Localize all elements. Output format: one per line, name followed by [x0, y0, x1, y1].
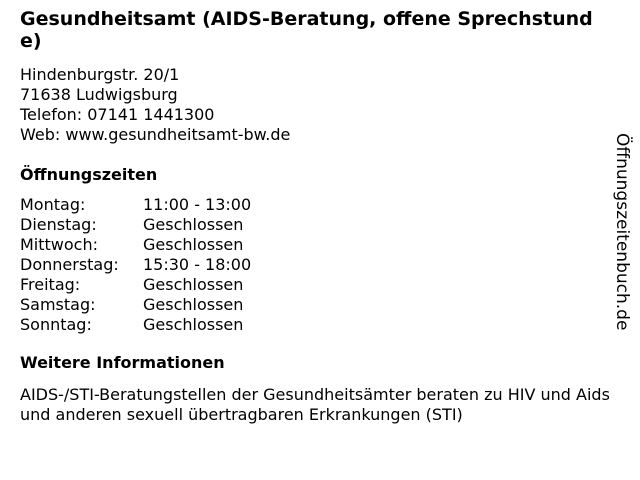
page-title: Gesundheitsamt (AIDS-Beratung, offene Sprechstunde)	[20, 8, 593, 52]
phone-number: Telefon: 07141 1441300	[20, 105, 215, 124]
hours-row-wednesday	[20, 235, 610, 255]
hours-row-tuesday	[20, 215, 610, 235]
hours-value: Geschlossen	[143, 215, 244, 234]
hours-row-saturday	[20, 295, 610, 315]
business-info-card	[20, 8, 610, 425]
website-address: Web: www.gesundheitsamt-bw.de	[20, 125, 291, 144]
day-label: Montag:	[20, 195, 86, 214]
day-label: Freitag:	[20, 275, 81, 294]
more-info-text: AIDS-/STI-Beratungstellen der Gesundheitsämter beraten zu HIV und Aids und anderen sexuell übertragbaren Erkrankungen (STI)	[20, 385, 610, 424]
city-address: 71638 Ludwigsburg	[20, 85, 178, 104]
street-address: Hindenburgstr. 20/1	[20, 65, 180, 84]
watermark-label: Öffnungszeitenbuch.de	[612, 133, 632, 331]
hours-value: 11:00 - 13:00	[143, 195, 252, 214]
day-label: Donnerstag:	[20, 255, 119, 274]
hours-row-thursday	[20, 255, 610, 275]
hours-value: Geschlossen	[143, 315, 244, 334]
hours-row-sunday	[20, 315, 610, 335]
day-label: Dienstag:	[20, 215, 97, 234]
hours-value: 15:30 - 18:00	[143, 255, 252, 274]
day-label: Sonntag:	[20, 315, 92, 334]
day-label: Mittwoch:	[20, 235, 98, 254]
hours-row-monday	[20, 195, 610, 215]
day-label: Samstag:	[20, 295, 96, 314]
opening-hours-table	[20, 195, 610, 335]
hours-row-friday	[20, 275, 610, 295]
hours-value: Geschlossen	[143, 235, 244, 254]
more-info-heading: Weitere Informationen	[20, 353, 225, 372]
hours-value: Geschlossen	[143, 295, 244, 314]
hours-value: Geschlossen	[143, 275, 244, 294]
address-block	[20, 65, 610, 145]
opening-hours-heading: Öffnungszeiten	[20, 165, 158, 184]
